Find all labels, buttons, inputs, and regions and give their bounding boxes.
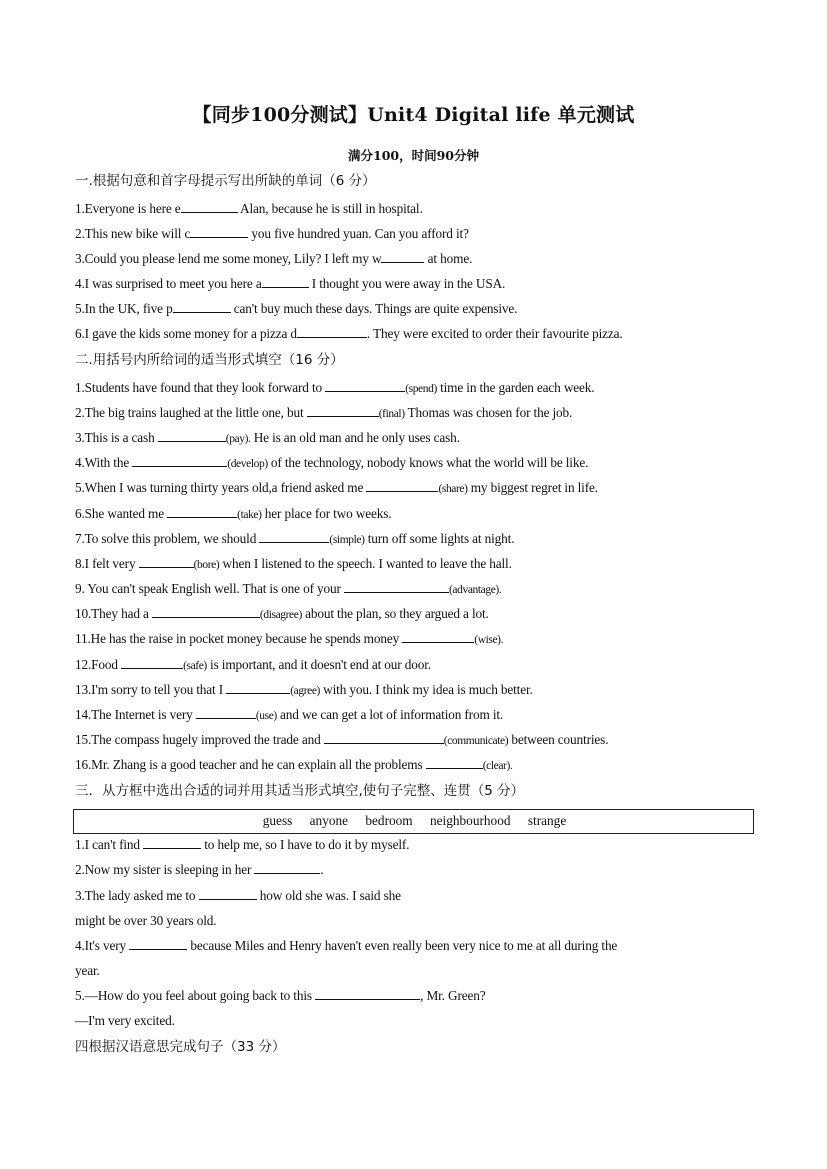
answer-blank[interactable]: [325, 379, 405, 392]
answer-blank[interactable]: [307, 404, 379, 417]
word-bank-item: strange: [527, 813, 567, 828]
answer-blank[interactable]: [173, 300, 231, 313]
s2-question-12: 12.Food (safe) is important, and it doesn't end at our door.: [75, 657, 431, 672]
answer-blank[interactable]: [366, 479, 438, 492]
answer-blank[interactable]: [297, 325, 367, 338]
answer-blank[interactable]: [344, 580, 449, 593]
answer-blank[interactable]: [121, 656, 183, 669]
s2-question-6: 6.She wanted me (take) her place for two weeks.: [75, 506, 392, 521]
s3-question-4-cont: year.: [75, 963, 100, 978]
s2-question-14: 14.The Internet is very (use) and we can get a lot of information from it.: [75, 707, 504, 722]
s2-question-7: 7.To solve this problem, we should (simple) turn off some lights at night.: [75, 531, 515, 546]
s2-question-8: 8.I felt very (bore) when I listened to the speech. I wanted to leave the hall.: [75, 556, 512, 571]
answer-blank[interactable]: [181, 200, 238, 213]
answer-blank[interactable]: [132, 454, 227, 467]
section2-heading: 二.用括号内所给词的适当形式填空（16 分）: [75, 352, 344, 368]
s3-question-2: 2.Now my sister is sleeping in her .: [75, 862, 324, 877]
answer-blank[interactable]: [143, 836, 201, 849]
answer-blank[interactable]: [190, 225, 248, 238]
s1-question-6: 6.I gave the kids some money for a pizza d . They were excited to order their favourite pizza.: [75, 326, 623, 341]
word-bank-item: bedroom: [365, 813, 413, 828]
s2-question-4: 4.With the (develop) of the technology, nobody knows what the world will be like.: [75, 455, 589, 470]
answer-blank[interactable]: [129, 937, 187, 950]
s2-question-16: 16.Mr. Zhang is a good teacher and he can explain all the problems (clear).: [75, 757, 513, 772]
s2-question-13: 13.I'm sorry to tell you that I (agree) with you. I think my idea is much better.: [75, 682, 533, 697]
s3-question-4: 4.It's very because Miles and Henry haven't even really been very nice to me at all during the: [75, 938, 618, 953]
answer-blank[interactable]: [381, 250, 424, 263]
word-bank-item: neighbourhood: [429, 813, 511, 828]
word-bank-box: [73, 809, 754, 834]
answer-blank[interactable]: [139, 555, 194, 568]
answer-blank[interactable]: [315, 987, 420, 1000]
s2-question-11: 11.He has the raise in pocket money because he spends money (wise).: [75, 631, 504, 646]
answer-blank[interactable]: [324, 731, 444, 744]
page-title: 【同步100分测试】Unit4 Digital life 单元测试: [192, 104, 635, 126]
s2-question-5: 5.When I was turning thirty years old,a friend asked me (share) my biggest regret in life.: [75, 480, 598, 495]
answer-blank[interactable]: [152, 605, 260, 618]
answer-blank[interactable]: [199, 887, 257, 900]
s1-question-3: 3.Could you please lend me some money, Lily? I left my w at home.: [75, 251, 473, 266]
s2-question-1: 1.Students have found that they look forward to (spend) time in the garden each week.: [75, 380, 595, 395]
answer-blank[interactable]: [402, 630, 474, 643]
answer-blank[interactable]: [196, 706, 256, 719]
s2-question-10: 10.They had a (disagree) about the plan, so they argued a lot.: [75, 606, 489, 621]
s1-question-5: 5.In the UK, five p can't buy much these days. Things are quite expensive.: [75, 301, 518, 316]
answer-blank[interactable]: [167, 505, 237, 518]
word-bank-item: anyone: [309, 813, 349, 828]
s2-question-9: 9. You can't speak English well. That is one of your (advantage).: [75, 581, 502, 596]
answer-blank[interactable]: [426, 756, 483, 769]
section3-heading: 三．从方框中选出合适的词并用其适当形式填空,使句子完整、连贯（5 分）: [75, 783, 525, 799]
word-bank-item: guess: [262, 813, 293, 828]
word-bank: [74, 813, 755, 829]
answer-blank[interactable]: [226, 681, 290, 694]
s1-question-1: 1.Everyone is here e Alan, because he is still in hospital.: [75, 201, 423, 216]
s3-question-3-cont: might be over 30 years old.: [75, 913, 217, 928]
s1-question-2: 2.This new bike will c you five hundred yuan. Can you afford it?: [75, 226, 469, 241]
s3-question-5: 5.—How do you feel about going back to this , Mr. Green?: [75, 988, 486, 1003]
s1-question-4: 4.I was surprised to meet you here a I thought you were away in the USA.: [75, 276, 506, 291]
answer-blank[interactable]: [254, 861, 320, 874]
s2-question-2: 2.The big trains laughed at the little one, but (final) Thomas was chosen for the job.: [75, 405, 573, 420]
s2-question-15: 15.The compass hugely improved the trade and (communicate) between countries.: [75, 732, 609, 747]
section4-heading: 四根据汉语意思完成句子（33 分）: [75, 1039, 286, 1055]
s2-question-3: 3.This is a cash (pay). He is an old man and he only uses cash.: [75, 430, 460, 445]
s3-question-5-reply: —I'm very excited.: [75, 1013, 175, 1028]
s3-question-1: 1.I can't find to help me, so I have to do it by myself.: [75, 837, 410, 852]
answer-blank[interactable]: [158, 429, 226, 442]
page-subtitle: 满分100，时间90分钟: [348, 148, 479, 163]
section1-heading: 一.根据句意和首字母提示写出所缺的单词（6 分）: [75, 173, 376, 189]
s3-question-3: 3.The lady asked me to how old she was. I said she: [75, 888, 401, 903]
answer-blank[interactable]: [262, 275, 309, 288]
answer-blank[interactable]: [259, 530, 329, 543]
